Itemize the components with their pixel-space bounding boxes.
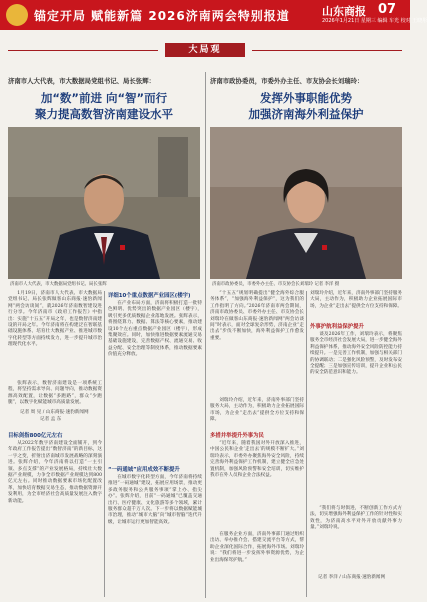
left-byline-1: 记者 周 见 / 山东商报·速豹新闻网 [20, 410, 89, 415]
left-col2-para1: 在产业布局方面，济南将积极打造一批特色鲜明、优势突出的数据产业园区（楼宇），吸引更多优质数据企业落地发展。张辉表示，将围绕算力、数据、算法等核心要素，推动建设10个左右重点数据产业园区（楼宇），形成集聚效应。同时，加快推进数据要素流通交易基础设施建设，完善数据产权、流通交易、收益分配、安全治理等制度体系，推动数据要素价值充分释放。 [108, 301, 202, 358]
left-headline-2: 聚力提高数智济南建设水平 [35, 107, 173, 121]
right-col3-para4: 在服务企业方面，济南外事部门通过组织出访、举办推介会、搭建交流平台等方式，帮助企业深化国际合作，拓展海外市场。刘瑞玲说：“我们将进一步发挥外事资源优势，为企业出海保驾护航。” [210, 532, 304, 563]
newspaper-brand: 山东商报 [322, 5, 366, 18]
left-portrait-photo [8, 127, 200, 279]
right-photo-caption: 济南市政协委员，市委外办主任、市友协会长刘瑞玲 记者 李洋 摄 [212, 282, 340, 287]
masthead [0, 0, 427, 30]
left-col2-para2: 在城市数字化转型方面，今年济南将持续推进“一码通城”建设，拓展应用场景，推动更多政务服务和公共服务事项“掌上办、指尖办”。张辉介绍，目前“一码通城”已覆盖交通出行、医疗健康、文化旅游等多个领域，累计服务群众超千万人次。下一步将以数据赋能城市治理，推动“城市大脑”向“城市智脑”迭代升级，让城市运行更加智能高效。 [108, 475, 202, 525]
right-column-divider [306, 291, 307, 597]
right-subhead-1: 多措并举提升外事为民 [210, 433, 264, 439]
right-kicker: 济南市政协委员，市委外办主任、市友协会长刘瑞玲： [210, 77, 364, 85]
right-col4-intro: 刘瑞玲介绍，近年来，济南外事部门坚持服务大局，主动作为，积极助力企业拓展国际市场，为企业“走出去”提供全方位支持和保障。 [310, 291, 402, 309]
left-col1-para2: 张辉表示，数智济南建设是一项系统工程，将坚持需求导向、问题导向，推动数据资源高效配置，让数据“多跑路”，群众“少跑腿”，以数字化赋能城市高质量发展。 [8, 381, 102, 406]
section-label: 大局观 [165, 43, 245, 57]
issue-meta: 2026年1月21日 星期三 编辑 车光 校对 王晓彤 [322, 18, 427, 24]
right-portrait-photo [210, 127, 402, 279]
right-byline: 记者 李洋 / 山东商报·速豹新闻网 [318, 575, 386, 580]
left-headline-1: 加“数”前进 向“智”而行 [40, 91, 168, 105]
left-photo-caption: 济南市人大代表，市大数据局党组书记、局长张辉 [10, 282, 107, 287]
right-col4-para2: “我们将与时俱进，不断创新工作方式方法，切实增强海外利益保护工作的针对性和实效性，为济南高水平对外开放贡献外事力量。”刘瑞玲说。 [310, 506, 402, 531]
right-col3-para1: “十五五”规划明确提出“健全海外综合服务体系”，“加强海外利益保护”，这为我们的工作指明了方向。”2026年济南市两会期间，济南市政协委员、市委外办主任、市友协会长刘瑞玲在做客山东商报·速豹新闻网“两会访谈间”时表示，面对全球复杂形势，济南企业“走出去”步伐不断加快，海外利益保护工作愈发重要。 [210, 291, 304, 341]
right-col3-para3: “近年来，随着我国对外开放深入推进，中国公民和企业‘走出去’的规模不断扩大。”刘瑞玲表示，市委外办聚焦海外安全风险，持续完善海外利益保护工作机制，建立健全应急处置机制，加强风险预警和安全培训，切实维护我市在外人员和企业合法权益。 [210, 441, 304, 479]
left-byline-2: 记者 孟 东 [40, 417, 62, 422]
page-number: 07 [378, 2, 397, 17]
left-subhead-3: “一码通城”应用成效不断提升 [108, 467, 180, 473]
national-emblem-icon [6, 4, 28, 26]
left-column-divider [104, 291, 105, 597]
left-kicker: 济南市人大代表，市大数据局党组书记、局长张辉： [8, 77, 155, 85]
right-headline-1: 发挥外事职能优势 [260, 91, 352, 105]
story-divider [205, 72, 206, 598]
left-col1-para3: 从2022年数字济南建设全面铺开，到今年政府工作报告提出“数智济南”的新目标，这一字之变，折射出济南城市发展战略的深刻演进。张辉介绍，今年济南将以打造“一主引领、多点支撑”的产业发展格局，持续壮大数据产业规模，力争全市数据产业规模达到800亿元左右。同时推动数据要素市场化配置改革，加快培育数据交易生态，推动数据资源开发利用，为全市经济社会高质量发展注入数字新动能。 [8, 441, 102, 504]
left-col1-para1: 1月19日，济南市人大代表、市大数据局党组书记、局长张辉做客山东商报·速豹新闻网“两会访谈间”，就2026年济南数智建设进行分享。今年济南市《政府工作报告》中指出：实施“十五五”开局之年，也是数智济南建设的开局之年。今年济南将在构建泛在智联基础设施体系、培育壮大数据产业、推进城市数字化转型等方面持续发力，进一步提升城市治理现代化水平。 [8, 291, 102, 348]
right-col4-para1: 谈及2026年工作，刘瑞玲表示，将聚焦服务全市经济社会发展大局，进一步健全海外利益保护体系，推动海外安全风险防控能力持续提升。一是完善工作机制，加强与相关部门的协调联动；二是强化风险预警，及时发布安全提醒；三是加强宣传培训，提升企业和公民的安全防范意识和能力。 [310, 332, 402, 376]
right-subhead-2: 外事护航利益保护提升 [310, 324, 364, 330]
section-rule-right [252, 50, 402, 51]
right-headline-2: 加强济南海外利益保护 [248, 107, 364, 121]
section-rule-left [8, 50, 158, 51]
right-col3-para2: 刘瑞玲介绍，近年来，济南外事部门坚持服务大局，主动作为，积极助力企业拓展国际市场，为企业“走出去”提供全方位支持和保障。 [210, 398, 304, 423]
masthead-slogan: 锚定开局 赋能新篇 2026济南两会特别报道 [34, 9, 290, 23]
left-subhead-1: 目标剑指800亿元左右 [8, 433, 63, 439]
left-subhead-2: 详细10个重点数据产业园区(楼宇) [108, 293, 191, 299]
